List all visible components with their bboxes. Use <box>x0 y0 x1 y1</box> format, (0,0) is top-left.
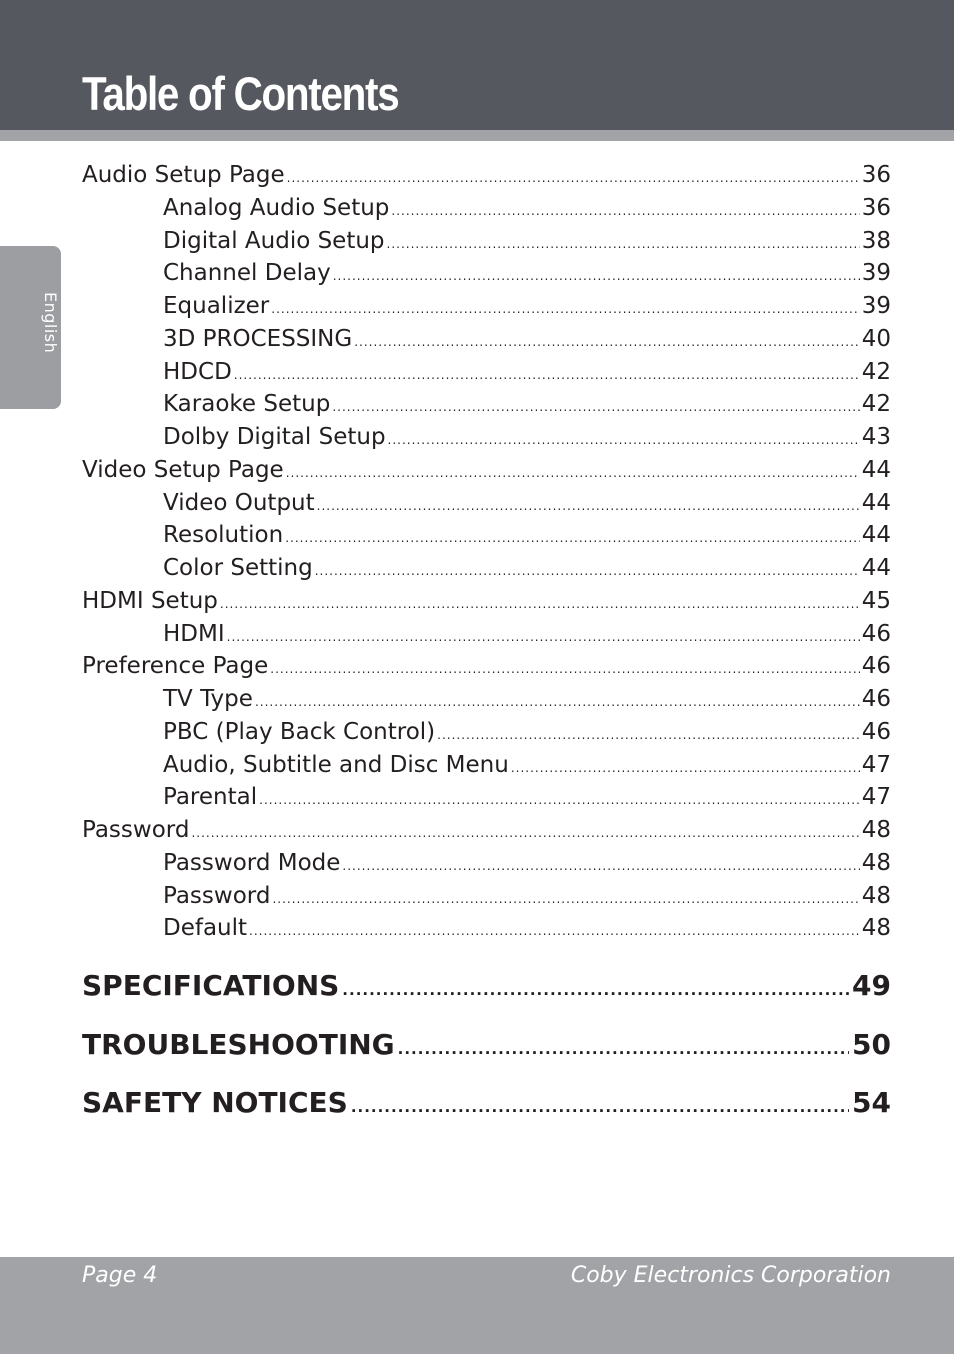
toc-dot-leader <box>437 729 860 741</box>
toc-entry-label: HDCD <box>163 358 232 385</box>
toc-dot-leader <box>191 827 859 839</box>
toc-entry[interactable] <box>82 355 891 388</box>
toc-entry[interactable] <box>82 649 891 682</box>
toc-dot-leader <box>270 663 859 675</box>
toc-entry-label: HDMI Setup <box>82 587 218 614</box>
toc-entry-label: Password <box>163 882 271 909</box>
toc-entry-label: Audio, Subtitle and Disc Menu <box>163 751 509 778</box>
toc-dot-leader <box>387 238 860 250</box>
toc-dot-leader <box>259 794 860 806</box>
toc-dot-leader <box>511 762 860 774</box>
toc-dot-leader <box>315 565 860 577</box>
toc-entry[interactable] <box>82 256 891 289</box>
toc-entry-label: Resolution <box>163 522 284 549</box>
toc-entry-page: 44 <box>861 489 891 516</box>
toc-dot-leader <box>398 1043 849 1055</box>
toc-entry-label: Video Setup Page <box>82 456 284 483</box>
footer-page-number: Page 4 <box>82 1263 158 1288</box>
toc-dot-leader <box>317 500 860 512</box>
toc-entry-page: 54 <box>852 1086 891 1119</box>
toc-entry[interactable] <box>82 420 891 453</box>
toc-entry-label: Password Mode <box>163 849 341 876</box>
toc-entry-page: 48 <box>861 915 891 942</box>
toc-dot-leader <box>354 336 860 348</box>
toc-entry-page: 36 <box>861 162 891 188</box>
toc-dot-leader <box>272 893 859 905</box>
toc-dot-leader <box>234 369 860 381</box>
toc-dot-leader <box>391 205 859 217</box>
toc-dot-leader <box>351 1101 849 1113</box>
toc-entry-page: 44 <box>861 522 891 549</box>
toc-entry-page: 47 <box>861 751 891 778</box>
toc-entry[interactable] <box>82 322 891 355</box>
toc-entry-page: 49 <box>852 969 891 1002</box>
page-title: Table of Contents <box>82 67 399 120</box>
toc-entry-label: TV Type <box>163 686 253 712</box>
toc-entry-page: 50 <box>852 1027 891 1061</box>
toc-entry[interactable] <box>82 551 891 584</box>
toc-entry-label: Karaoke Setup <box>163 391 331 418</box>
toc-entry-page: 44 <box>861 456 891 483</box>
toc-entry[interactable] <box>82 748 891 781</box>
toc-dot-leader <box>342 860 859 872</box>
toc-entry[interactable] <box>82 158 891 191</box>
toc-entry-label: TROUBLESHOOTING <box>82 1027 395 1061</box>
toc-entry-label: Audio Setup Page <box>82 162 285 188</box>
toc-entry-page: 47 <box>861 784 891 811</box>
toc-major-entry[interactable] <box>82 966 891 1006</box>
toc-entry-label: Equalizer <box>163 293 270 319</box>
toc-entry[interactable] <box>82 813 891 846</box>
toc-entry[interactable] <box>82 682 891 715</box>
toc-dot-leader <box>286 467 860 479</box>
toc-entry[interactable] <box>82 780 891 813</box>
toc-entry[interactable] <box>82 879 891 912</box>
toc-entry-page: 48 <box>861 849 891 876</box>
toc-dot-leader <box>227 631 860 643</box>
toc-entry-page: 46 <box>861 686 891 712</box>
toc-entry[interactable] <box>82 486 891 519</box>
toc-entry-page: 42 <box>861 358 891 385</box>
toc-dot-leader <box>285 532 860 544</box>
toc-entry[interactable] <box>82 617 891 650</box>
toc-entry-page: 39 <box>861 260 891 287</box>
toc-list <box>82 158 891 944</box>
toc-dot-leader <box>271 303 859 315</box>
toc-entry[interactable] <box>82 387 891 420</box>
toc-dot-leader <box>388 434 860 446</box>
toc-entry[interactable] <box>82 846 891 879</box>
toc-entry-label: SPECIFICATIONS <box>82 969 340 1002</box>
toc-entry[interactable] <box>82 191 891 224</box>
toc-entry-page: 48 <box>861 817 891 843</box>
toc-entry-page: 43 <box>861 424 891 450</box>
toc-entry-label: Dolby Digital Setup <box>163 424 386 450</box>
toc-dot-leader <box>332 401 859 413</box>
toc-entry-page: 46 <box>861 718 891 745</box>
toc-entry-page: 45 <box>861 587 891 614</box>
toc-entry-page: 46 <box>861 653 891 680</box>
toc-dot-leader <box>220 598 860 610</box>
toc-entry-label: Preference Page <box>82 653 269 680</box>
toc-entry-page: 48 <box>861 882 891 909</box>
toc-dot-leader <box>287 172 860 184</box>
toc-entry[interactable] <box>82 453 891 486</box>
language-tab-label: English <box>41 292 60 354</box>
toc-entry-label: Parental <box>163 784 258 811</box>
toc-entry-label: 3D PROCESSING <box>163 325 353 352</box>
toc-entry-page: 39 <box>861 293 891 319</box>
header-divider <box>0 130 954 141</box>
toc-entry-label: Digital Audio Setup <box>163 227 385 254</box>
toc-entry-label: Channel Delay <box>163 260 331 287</box>
toc-major-sections <box>82 966 891 1123</box>
toc-entry-label: Password <box>82 817 190 843</box>
footer-company: Coby Electronics Corporation <box>570 1263 891 1288</box>
toc-major-entry[interactable] <box>82 1025 891 1065</box>
toc-dot-leader <box>255 696 860 708</box>
toc-entry-label: Color Setting <box>163 555 313 581</box>
toc-entry[interactable] <box>82 584 891 617</box>
toc-entry[interactable] <box>82 715 891 748</box>
toc-entry-label: PBC (Play Back Control) <box>163 718 436 745</box>
toc-entry-label: Default <box>163 915 248 942</box>
toc-entry-page: 46 <box>861 620 891 647</box>
toc-entry[interactable] <box>82 911 891 944</box>
toc-entry-page: 36 <box>861 194 891 221</box>
toc-entry-page: 40 <box>861 325 891 352</box>
toc-entry-page: 42 <box>861 391 891 418</box>
toc-major-entry[interactable] <box>82 1083 891 1123</box>
toc-entry[interactable] <box>82 518 891 551</box>
toc-entry-label: Video Output <box>163 489 315 516</box>
toc-entry-page: 44 <box>861 555 891 581</box>
toc-entry-label: HDMI <box>163 620 225 647</box>
toc-entry[interactable] <box>82 224 891 257</box>
toc-entry-label: SAFETY NOTICES <box>82 1086 348 1119</box>
toc-dot-leader <box>342 984 849 996</box>
toc-entry[interactable] <box>82 289 891 322</box>
toc-dot-leader <box>249 925 860 937</box>
toc-entry-page: 38 <box>861 227 891 254</box>
toc-dot-leader <box>333 270 860 282</box>
toc-entry-label: Analog Audio Setup <box>163 194 390 221</box>
